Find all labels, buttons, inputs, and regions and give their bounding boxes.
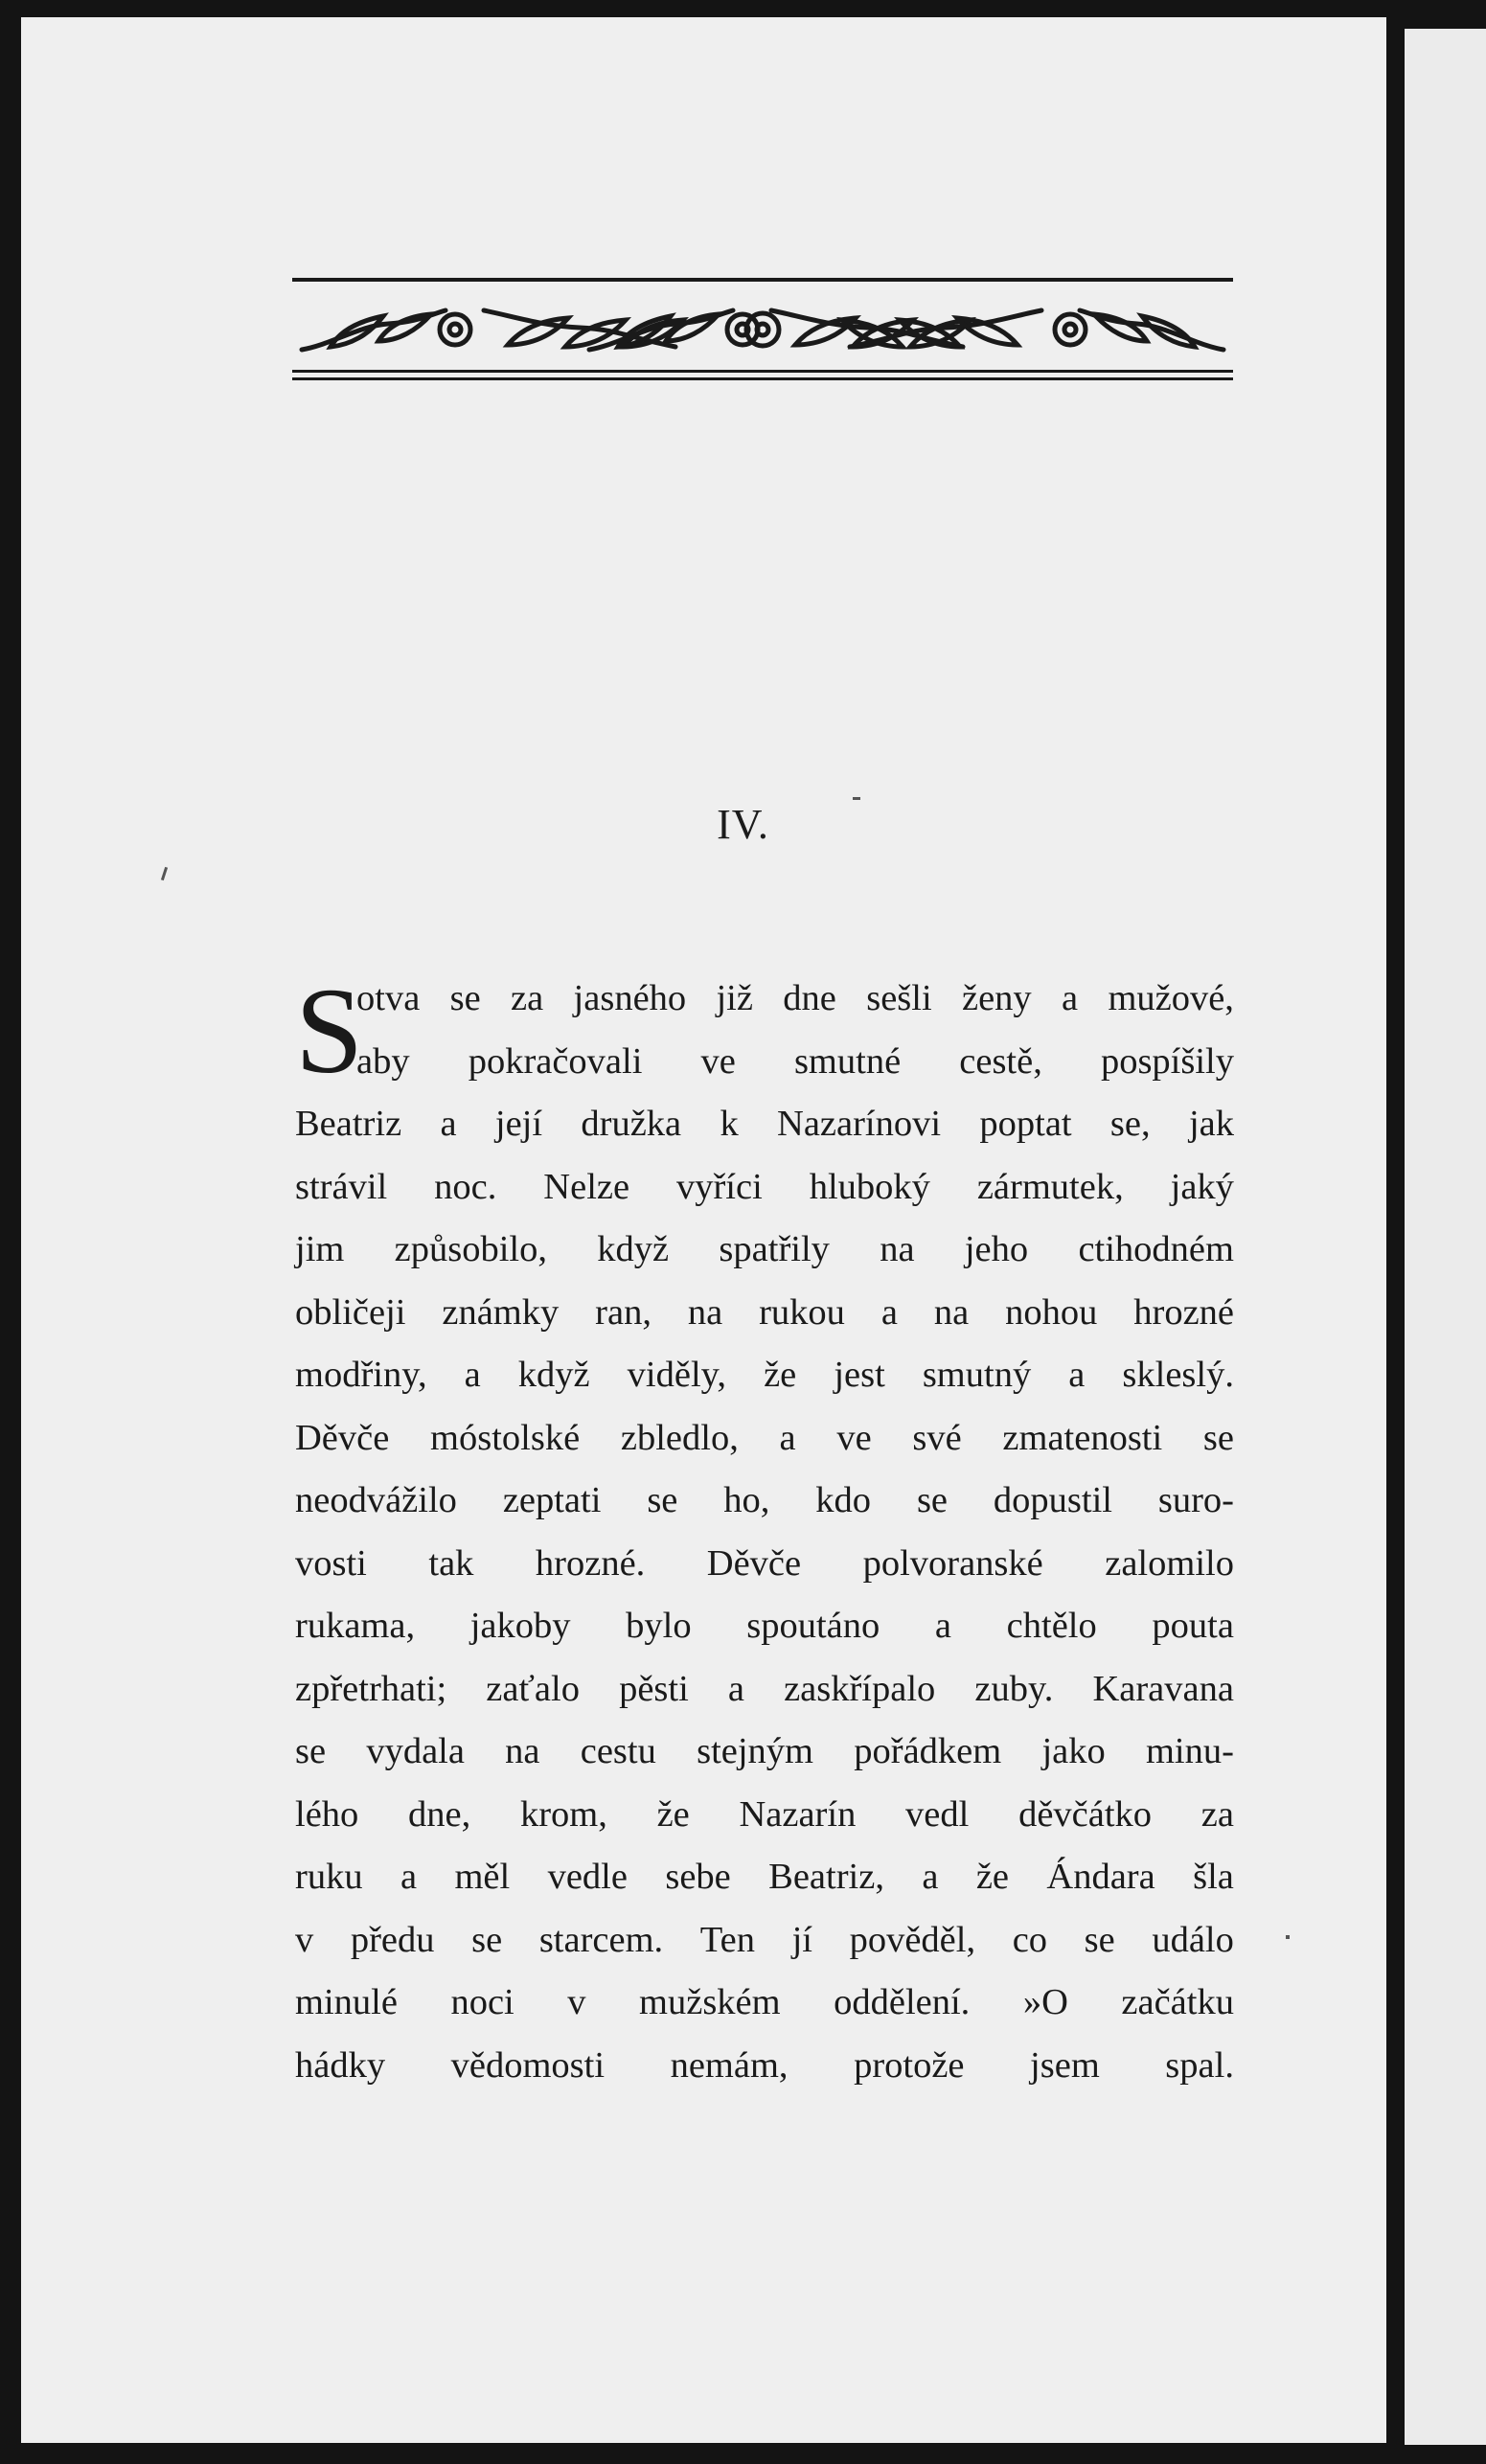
word: se,	[1109, 1104, 1151, 1144]
word: ran,	[595, 1291, 652, 1333]
floral-ornament-divider	[292, 278, 1233, 385]
word: nemám,	[670, 2044, 789, 2086]
word: Děvče	[706, 1542, 802, 1584]
word: jest	[834, 1355, 885, 1395]
adjacent-page-edge	[1405, 29, 1486, 2445]
word: ctihodném	[1078, 1229, 1234, 1269]
word: mužském	[639, 1982, 781, 2022]
word: Děvče	[295, 1417, 390, 1458]
word: se	[449, 978, 481, 1018]
word: na	[687, 1291, 723, 1333]
word: v	[295, 1919, 314, 1960]
word: vedl	[905, 1793, 970, 1835]
word: jaký	[1170, 1166, 1234, 1207]
word: smutné	[793, 1040, 902, 1082]
word: zuby.	[974, 1668, 1054, 1709]
word: skleslý.	[1122, 1355, 1234, 1395]
word: na	[880, 1229, 915, 1269]
word: dne,	[408, 1793, 471, 1835]
word: rukama,	[295, 1606, 416, 1646]
word: hrozné	[1133, 1291, 1234, 1333]
text-line	[295, 1846, 1234, 1909]
text-line	[295, 2035, 1234, 2098]
word: a	[400, 1857, 418, 1897]
word: ve	[700, 1040, 736, 1082]
word: se	[1202, 1417, 1234, 1458]
word: jasného	[573, 978, 687, 1018]
word: předu	[350, 1919, 435, 1960]
word: »O	[1022, 1982, 1068, 2022]
text-line	[295, 1595, 1234, 1658]
word: za	[1200, 1793, 1234, 1835]
word: jsem	[1030, 2044, 1100, 2086]
word: známky	[442, 1291, 560, 1333]
word: družka	[581, 1104, 682, 1144]
text-line	[295, 1282, 1234, 1345]
word: cestu	[580, 1731, 656, 1771]
text-line	[295, 1909, 1234, 1973]
word: Beatriz,	[768, 1857, 884, 1897]
word: se	[295, 1731, 327, 1771]
word: noci	[450, 1982, 514, 2022]
scan-speck	[853, 797, 860, 800]
word: a	[464, 1355, 481, 1395]
word: Ten	[699, 1919, 755, 1960]
word: vedle	[547, 1857, 628, 1897]
word: rukou	[759, 1291, 845, 1333]
word: a	[880, 1291, 898, 1333]
word: zaskřípalo	[784, 1668, 936, 1709]
text-line	[295, 1156, 1234, 1220]
word: neodvážilo	[295, 1480, 457, 1520]
word: zbledlo,	[620, 1417, 739, 1458]
word: za	[511, 978, 544, 1018]
word: jako	[1041, 1731, 1106, 1771]
text-line	[295, 1407, 1234, 1471]
word: hádky	[295, 2044, 386, 2086]
word: k	[720, 1104, 739, 1144]
word: jak	[1188, 1104, 1234, 1144]
word: pospíšily	[1100, 1040, 1234, 1082]
text-line	[295, 1533, 1234, 1596]
word: jim	[295, 1229, 345, 1269]
word: zalomilo	[1105, 1542, 1234, 1584]
text-line	[295, 1219, 1234, 1282]
word: obličeji	[295, 1291, 406, 1333]
word: se	[916, 1480, 949, 1520]
word: a	[727, 1668, 744, 1709]
word: když	[597, 1229, 670, 1269]
word: událo	[1152, 1919, 1234, 1960]
word: a	[1068, 1355, 1086, 1395]
word: noc.	[434, 1166, 497, 1207]
word: aby	[356, 1040, 410, 1082]
word: smutný	[922, 1355, 1032, 1395]
text-line	[295, 1344, 1234, 1407]
word: chtělo	[1006, 1606, 1097, 1646]
word: hrozné.	[535, 1542, 646, 1584]
word: šla	[1193, 1857, 1234, 1897]
word: a	[922, 1857, 939, 1897]
word: viděly,	[627, 1355, 727, 1395]
word: Nelze	[543, 1166, 630, 1207]
word: Karavana	[1092, 1668, 1234, 1709]
text-line	[295, 1721, 1234, 1784]
word: když	[517, 1355, 590, 1395]
word: vyříci	[675, 1166, 763, 1207]
word: Nazarín	[739, 1793, 857, 1835]
word: zeptati	[502, 1480, 602, 1520]
word: spatřily	[719, 1229, 830, 1269]
word: vědomosti	[450, 2044, 606, 2086]
word: nohou	[1005, 1291, 1098, 1333]
word: že	[656, 1793, 690, 1835]
word: děvčátko	[1018, 1793, 1153, 1835]
word: jí	[791, 1919, 812, 1960]
word: a	[934, 1606, 952, 1646]
word: cestě,	[959, 1040, 1042, 1082]
word: zpřetrhati;	[295, 1668, 447, 1709]
word: pořádkem	[854, 1731, 1002, 1771]
word: modřiny,	[295, 1355, 427, 1395]
word: Nazarínovi	[777, 1104, 942, 1144]
text-line	[295, 1470, 1234, 1533]
word: ženy	[962, 978, 1032, 1018]
word: oddělení.	[834, 1982, 971, 2022]
text-line	[295, 1784, 1234, 1847]
text-line	[295, 968, 1234, 1031]
word: měl	[454, 1857, 511, 1897]
word: se	[471, 1919, 503, 1960]
chapter-paragraph	[295, 963, 1234, 2097]
word: hluboký	[809, 1166, 930, 1207]
word: starcem.	[538, 1919, 664, 1960]
word: Ándara	[1046, 1857, 1155, 1897]
word: způsobilo,	[394, 1229, 547, 1269]
word: že	[764, 1355, 797, 1395]
word: zmatenosti	[1002, 1417, 1163, 1458]
word: jeho	[964, 1229, 1029, 1269]
word: dne	[783, 978, 836, 1018]
word: vydala	[366, 1731, 465, 1771]
word: otva	[356, 978, 421, 1018]
word: a	[440, 1104, 457, 1144]
text-line	[295, 1658, 1234, 1722]
word: stejným	[697, 1731, 814, 1771]
text-line	[295, 1031, 1234, 1094]
word: že	[975, 1857, 1010, 1897]
word: lého	[295, 1793, 359, 1835]
word: co	[1012, 1919, 1048, 1960]
chapter-number: IV.	[717, 801, 769, 848]
word: její	[494, 1104, 543, 1144]
word: se	[1084, 1919, 1115, 1960]
word: pověděl,	[849, 1919, 976, 1960]
word: poptat	[979, 1104, 1072, 1144]
word: své	[912, 1417, 962, 1458]
word: zaťalo	[486, 1668, 580, 1709]
word: spoutáno	[746, 1606, 880, 1646]
word: vosti	[295, 1542, 367, 1584]
word: ho,	[723, 1480, 770, 1520]
word: strávil	[295, 1166, 388, 1207]
word: jakoby	[469, 1606, 571, 1646]
word: již	[716, 978, 753, 1018]
word: zármutek,	[976, 1166, 1124, 1207]
word: protože	[854, 2044, 965, 2086]
word: pokračovali	[468, 1040, 643, 1082]
word: pěsti	[619, 1668, 689, 1709]
word: ruku	[295, 1857, 363, 1897]
word: v	[567, 1982, 586, 2022]
word: polvoranské	[862, 1542, 1043, 1584]
word: pouta	[1152, 1606, 1234, 1646]
word: a	[779, 1417, 796, 1458]
word: sebe	[665, 1857, 731, 1897]
word: mužové,	[1108, 978, 1234, 1018]
text-line	[295, 1972, 1234, 2035]
word: dopustil	[993, 1480, 1112, 1520]
scan-speck	[1286, 1935, 1290, 1939]
word: minu-	[1145, 1731, 1234, 1771]
word: začátku	[1121, 1982, 1234, 2022]
word: se	[647, 1480, 678, 1520]
word: na	[505, 1731, 540, 1771]
word: bylo	[626, 1606, 692, 1646]
word: Beatriz	[295, 1104, 402, 1144]
word: móstolské	[430, 1417, 581, 1458]
word: a	[1062, 978, 1079, 1018]
word: krom,	[519, 1793, 607, 1835]
word: suro-	[1157, 1480, 1234, 1520]
word: minulé	[295, 1982, 398, 2022]
text-line	[295, 1093, 1234, 1156]
word: tak	[428, 1542, 474, 1584]
word: kdo	[815, 1480, 872, 1520]
word: sešli	[866, 978, 932, 1018]
drop-cap: S	[295, 963, 364, 1099]
word: ve	[836, 1417, 872, 1458]
word: na	[933, 1291, 970, 1333]
word: spal.	[1165, 2044, 1234, 2086]
